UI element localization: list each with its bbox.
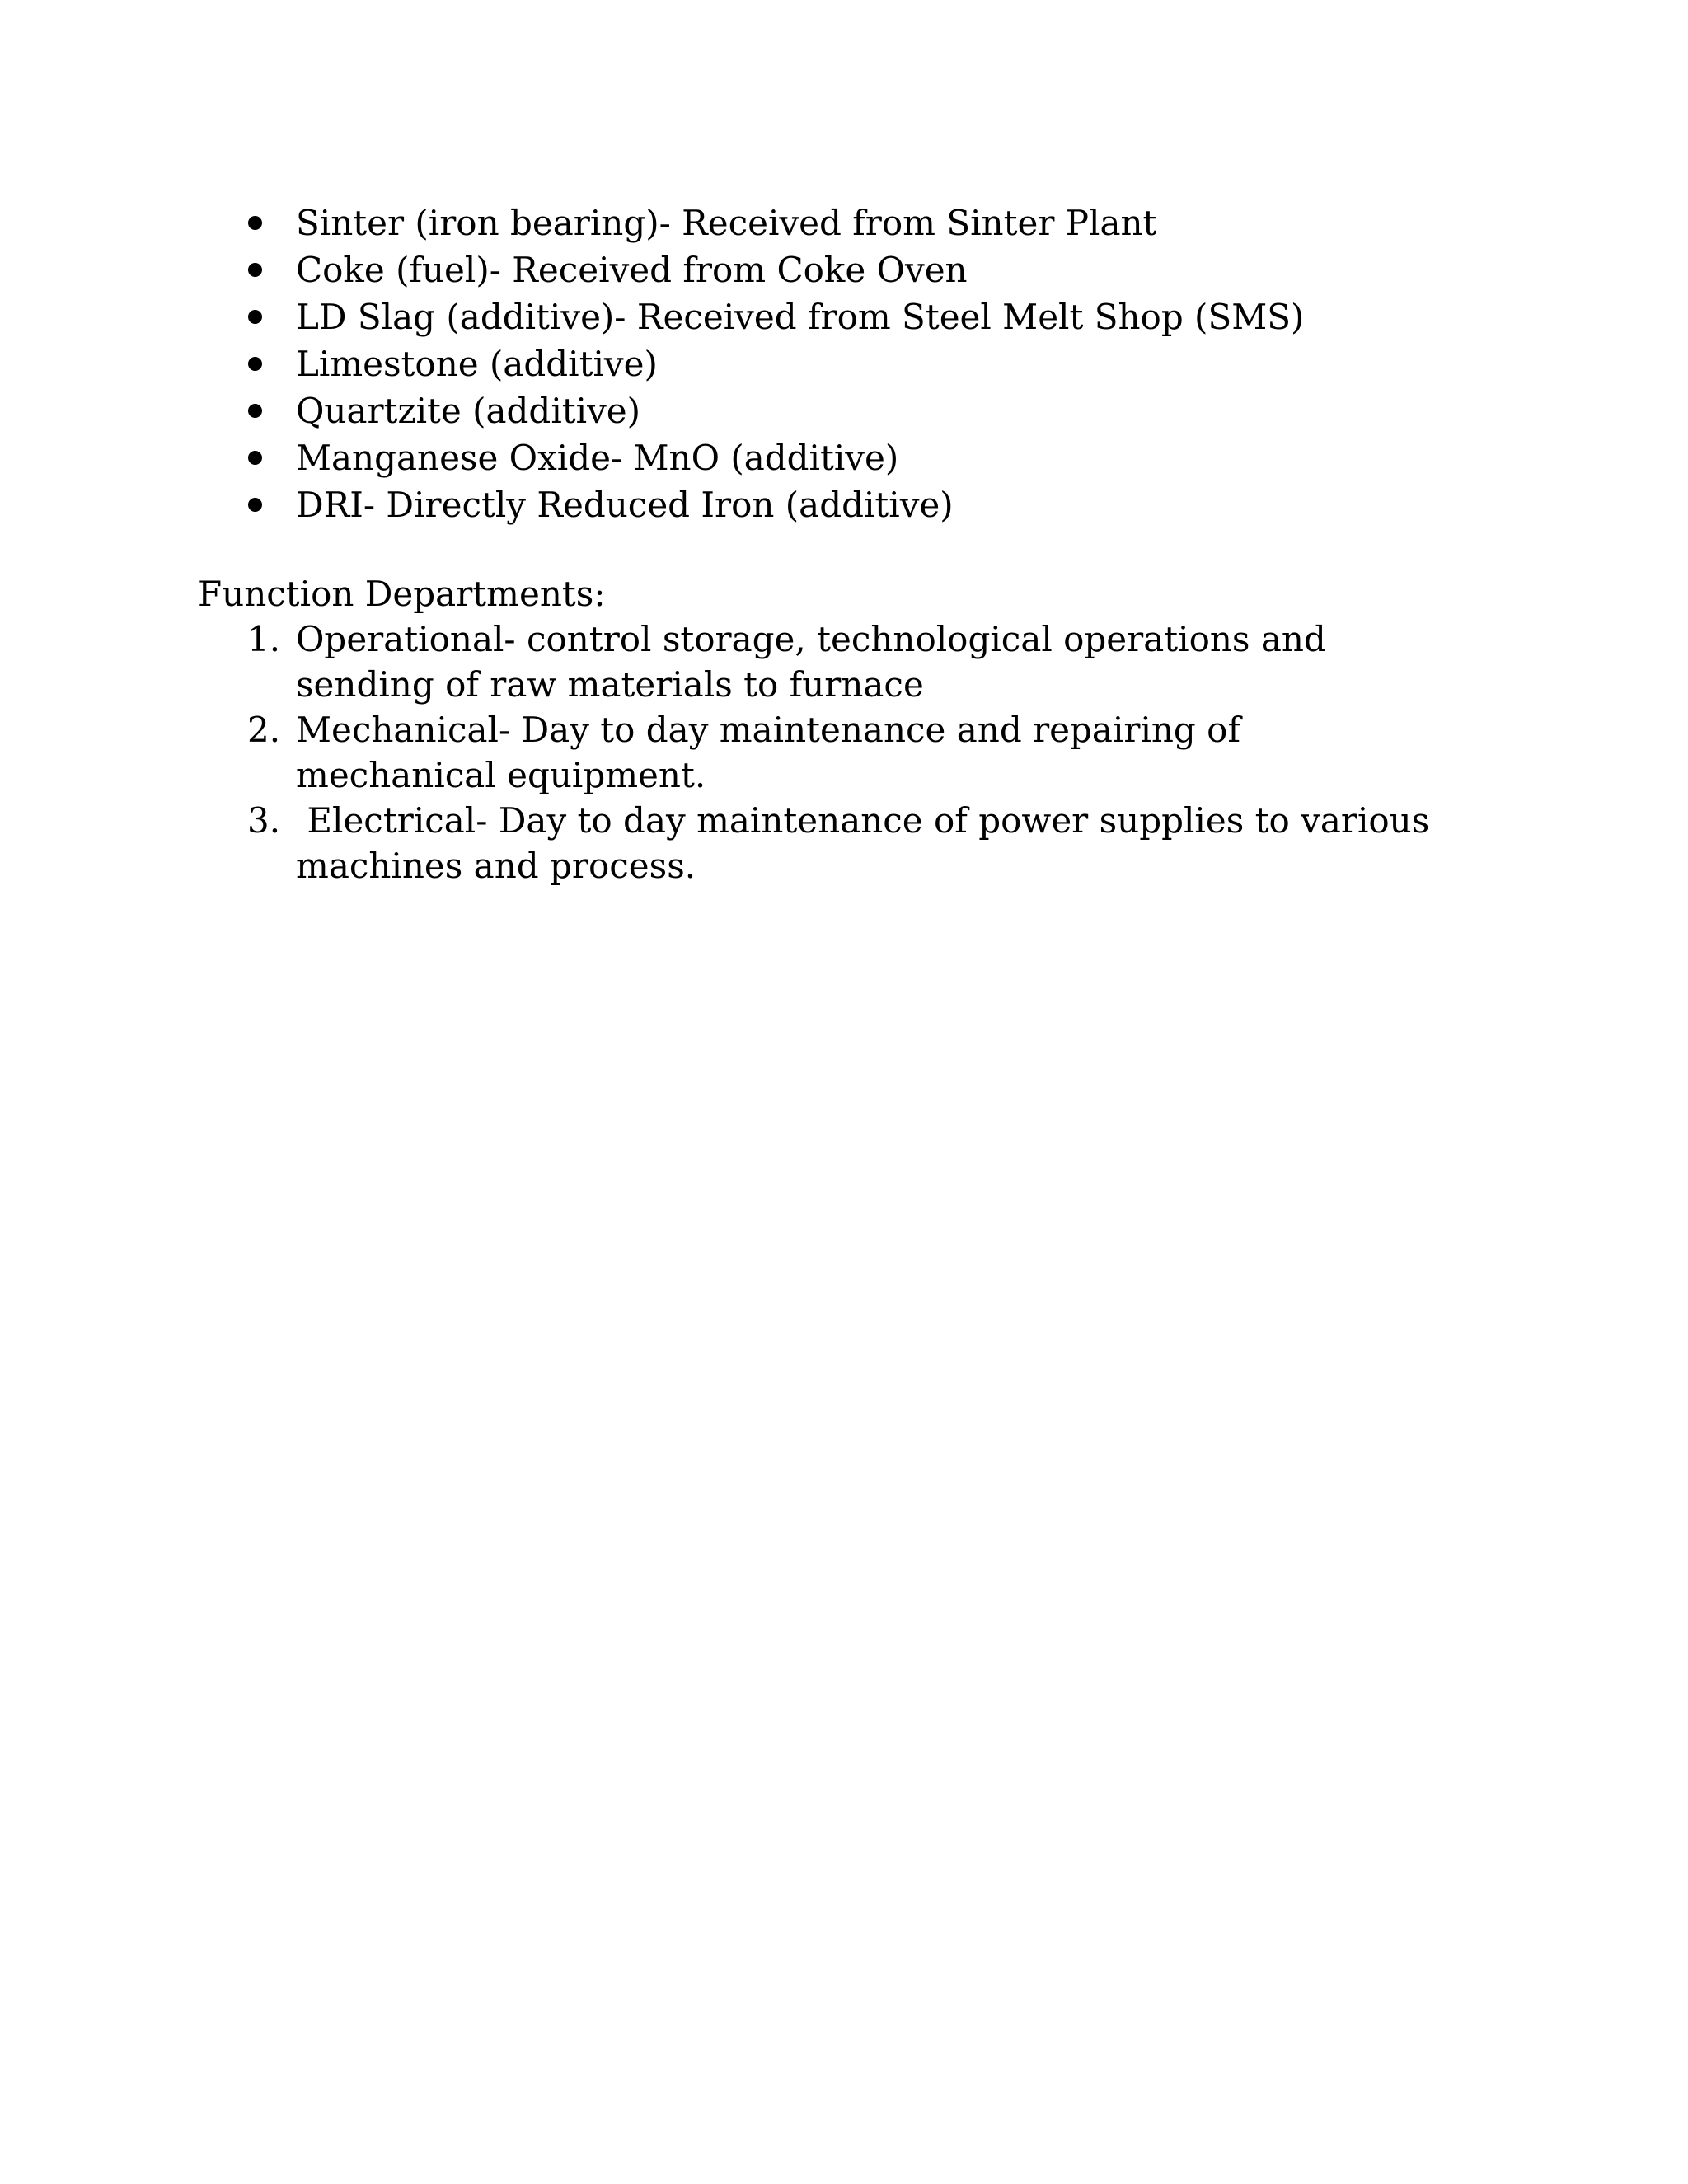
numbered-item — [198, 616, 1451, 707]
list-item — [198, 246, 1304, 293]
numbered-item — [198, 798, 1451, 888]
list-item-text: Sinter (iron bearing)- Received from Sinter Plant — [296, 203, 1157, 243]
list-item — [198, 293, 1304, 340]
list-item — [198, 434, 1304, 481]
numbered-item — [198, 707, 1451, 798]
bullet-icon — [248, 216, 262, 230]
list-item-text: Quartzite (additive) — [296, 391, 641, 431]
item-number: 3. — [247, 800, 281, 841]
bullet-icon — [248, 498, 262, 512]
numbered-item-text: Electrical- Day to day maintenance of power supplies to various machines and process. — [296, 800, 1441, 886]
list-item — [198, 199, 1304, 246]
bullet-icon — [248, 310, 262, 324]
list-item — [198, 481, 1304, 528]
list-item-text: Limestone (additive) — [296, 344, 658, 384]
bullet-icon — [248, 263, 262, 277]
list-item — [198, 387, 1304, 434]
item-number: 1. — [247, 619, 281, 659]
numbered-item-text: Operational- control storage, technological operations and sending of raw materials to furnace — [296, 619, 1326, 705]
section-heading: Function Departments: — [198, 574, 606, 614]
numbered-item-text: Mechanical- Day to day maintenance and repairing of mechanical equipment. — [296, 710, 1240, 795]
list-item-text: Manganese Oxide- MnO (additive) — [296, 438, 899, 478]
list-item-text: Coke (fuel)- Received from Coke Oven — [296, 250, 968, 290]
raw-materials-list — [198, 199, 1304, 528]
item-number: 2. — [247, 710, 281, 750]
bullet-icon — [248, 404, 262, 418]
bullet-icon — [248, 357, 262, 371]
list-item-text: LD Slag (additive)- Received from Steel Melt Shop (SMS) — [296, 297, 1305, 337]
list-item — [198, 340, 1304, 387]
departments-list — [198, 616, 1451, 888]
list-item-text: DRI- Directly Reduced Iron (additive) — [296, 485, 954, 525]
bullet-icon — [248, 451, 262, 465]
